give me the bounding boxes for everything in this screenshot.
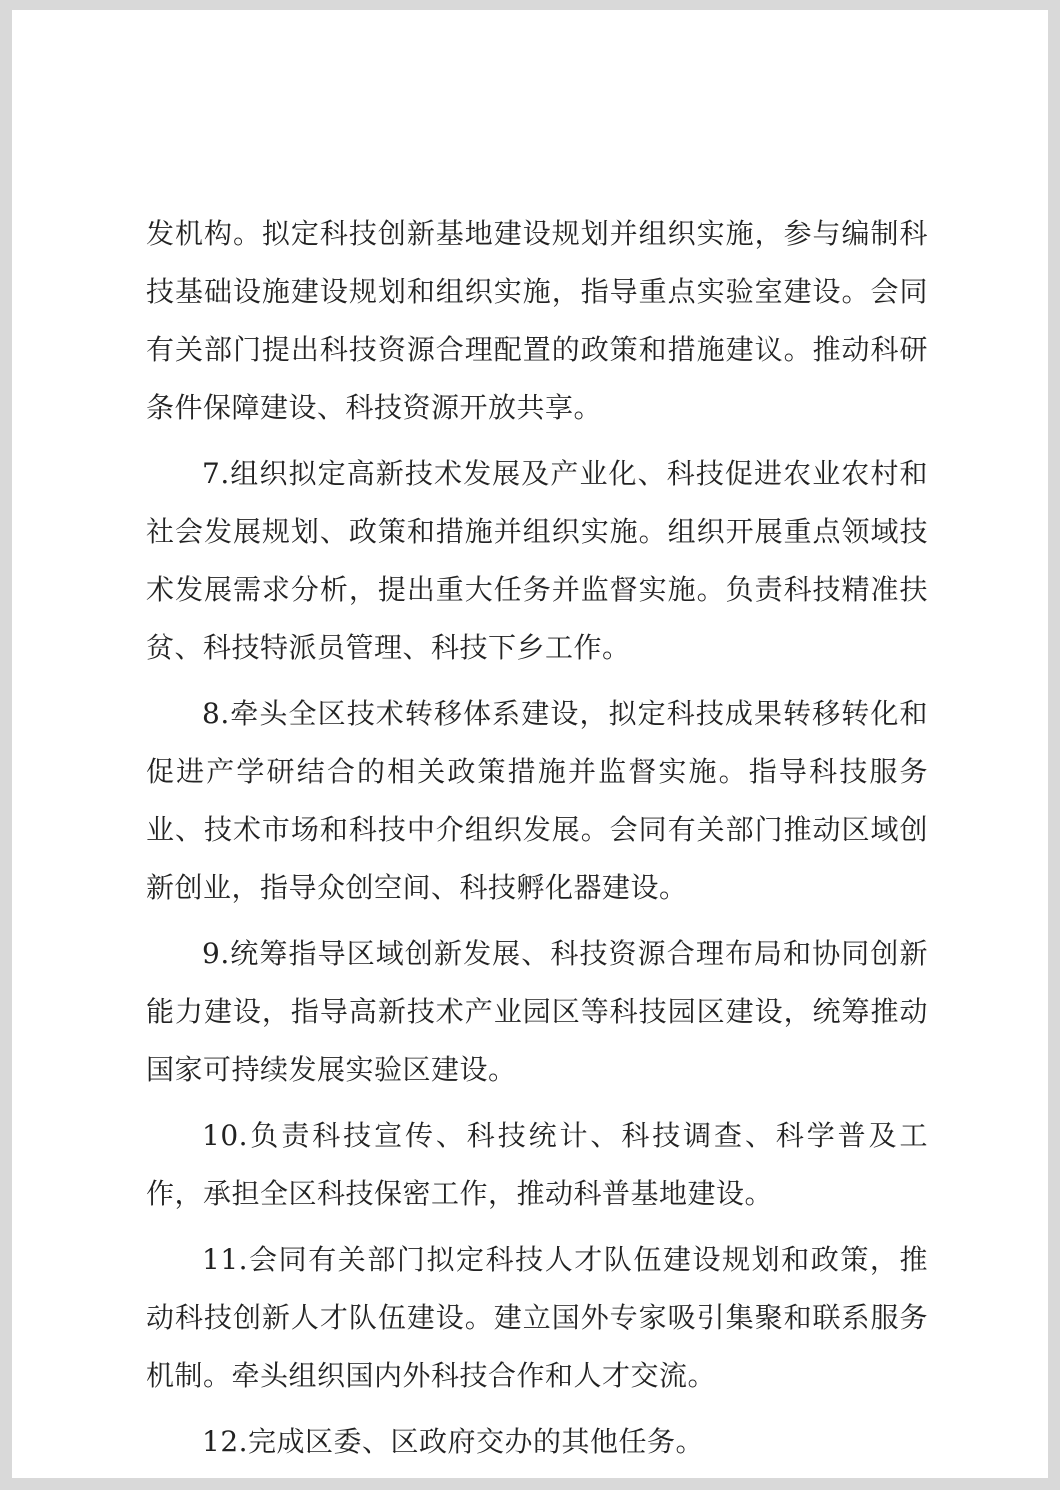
- document-page: [12, 10, 1048, 1478]
- paragraph-item-12: 12.完成区委、区政府交办的其他任务。: [202, 1425, 705, 1458]
- paragraph-item-11: 11.会同有关部门拟定科技人才队伍建设规划和政策，推动科技创新人才队伍建设。建立国外专家吸引集聚和联系服务机制。牵头组织国内外科技合作和人才交流。: [146, 1243, 928, 1392]
- paragraph-continuation: 发机构。拟定科技创新基地建设规划并组织实施，参与编制科技基础设施建设规划和组织实施，指导重点实验室建设。会同有关部门提出科技资源合理配置的政策和措施建议。推动科研条件保障建设、科技资源开放共享。: [146, 217, 928, 424]
- paragraph-item-7: 7.组织拟定高新技术发展及产业化、科技促进农业农村和社会发展规划、政策和措施并组织实施。组织开展重点领域技术发展需求分析，提出重大任务并监督实施。负责科技精准扶贫、科技特派员管理、科技下乡工作。: [146, 457, 928, 664]
- document-body: [146, 205, 928, 1479]
- paragraph-item-9: 9.统筹指导区域创新发展、科技资源合理布局和协同创新能力建设，指导高新技术产业园区等科技园区建设，统筹推动国家可持续发展实验区建设。: [146, 937, 928, 1086]
- paragraph-item-8: 8.牵头全区技术转移体系建设，拟定科技成果转移转化和促进产学研结合的相关政策措施并监督实施。指导科技服务业、技术市场和科技中介组织发展。会同有关部门推动区域创新创业，指导众创空间、科技孵化器建设。: [146, 697, 928, 904]
- paragraph-item-10: 10.负责科技宣传、科技统计、科技调查、科学普及工作，承担全区科技保密工作，推动科普基地建设。: [146, 1119, 928, 1210]
